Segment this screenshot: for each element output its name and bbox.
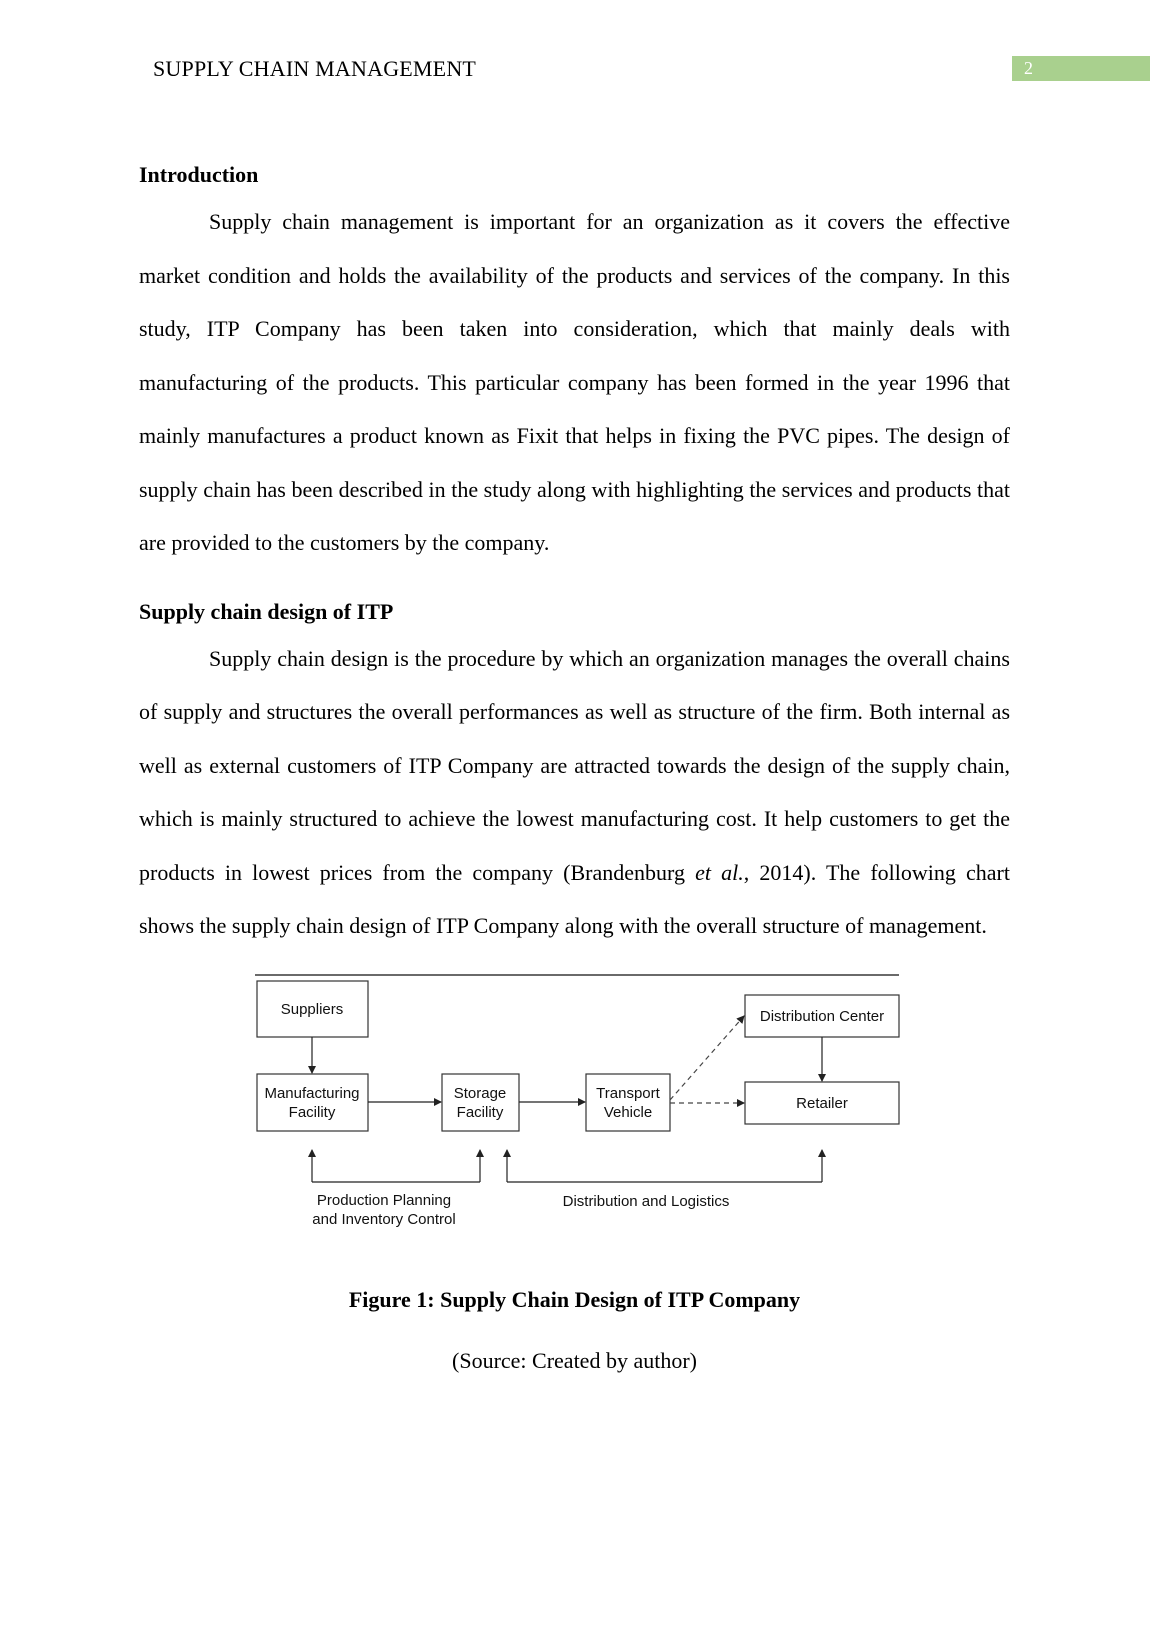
diagram-svg: [139, 973, 1010, 1263]
production-planning-label-line2: and Inventory Control: [312, 1210, 456, 1228]
arrow-transport-to-distribution-center: [670, 1016, 744, 1100]
citation-et-al: et al.: [695, 859, 744, 885]
section-heading-supply-chain-design: Supply chain design of ITP: [139, 598, 394, 624]
section-heading-introduction: Introduction: [139, 162, 259, 187]
manufacturing-box: [257, 1074, 368, 1131]
page-number-badge: [1012, 56, 1150, 81]
paragraph-supply-chain-design: [139, 632, 1010, 953]
storage-label-line1: Storage: [453, 1084, 507, 1102]
storage-box: [442, 1074, 519, 1131]
supply-chain-diagram: [139, 973, 1010, 1263]
distribution-logistics-label: Distribution and Logistics: [562, 1192, 730, 1210]
manufacturing-label-line2: Facility: [288, 1103, 336, 1121]
paragraph-text-part1: Supply chain design is the procedure by which an organization manages the overall chains of supply and structures the overall performances as well as structure of the firm. Both internal as well as external customers of ITP Company are attracted towards the design of the supply chain, which is mainly structured to achieve the lowest manufacturing cost. It help customers to get the products in lowest prices from the company (Brandenburg: [139, 645, 1010, 885]
suppliers-label: Suppliers: [280, 1000, 344, 1018]
paragraph-introduction: Supply chain management is important for an organization as it covers the effective market condition and holds the availability of the products and services of the company. In this study, ITP Company has been taken into consideration, which that mainly deals with manufacturing of the products. This particular company has been formed in the year 1996 that mainly manufactures a product known as Fixit that helps in fixing the PVC pipes. The design of supply chain has been described in the study along with highlighting the services and products that are provided to the customers by the company.: [139, 209, 1010, 555]
manufacturing-label-line1: Manufacturing: [264, 1084, 360, 1102]
transport-box: [586, 1074, 670, 1131]
transport-label-line2: Vehicle: [603, 1103, 653, 1121]
retailer-label: Retailer: [796, 1094, 848, 1112]
figure-caption: Figure 1: Supply Chain Design of ITP Company: [348, 1286, 801, 1312]
figure-source: (Source: Created by author): [452, 1347, 697, 1373]
production-planning-label-line1: Production Planning: [316, 1191, 452, 1209]
storage-label-line2: Facility: [456, 1103, 504, 1121]
paragraph-text-part2: , 2014). The following chart shows the supply chain design of ITP Company along with the overall structure of management.: [139, 859, 1010, 938]
transport-label-line1: Transport: [596, 1084, 660, 1102]
page-number: 2: [1024, 58, 1033, 78]
running-header-title: SUPPLY CHAIN MANAGEMENT: [153, 56, 477, 81]
document-body: [139, 155, 1010, 1374]
distribution-center-label: Distribution Center: [759, 1007, 885, 1025]
